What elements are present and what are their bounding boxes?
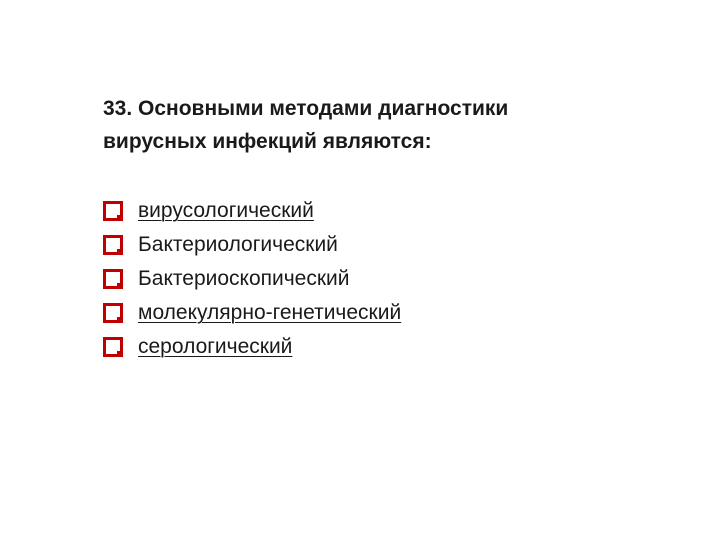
checkbox-square-icon (103, 201, 123, 221)
answer-option-5 (103, 330, 401, 364)
question-text (103, 92, 663, 158)
checkbox-square-icon (103, 235, 123, 255)
checkbox-square-icon (103, 303, 123, 323)
answer-option-3 (103, 262, 401, 296)
checkbox-square-icon (103, 269, 123, 289)
answer-option-label: Бактериоскопический (138, 267, 350, 290)
answer-option-label: молекулярно-генетический (138, 301, 402, 324)
checkbox-square-icon (103, 337, 123, 357)
answer-option-1 (103, 194, 401, 228)
question-line-2: вирусных инфекций являются: (103, 130, 432, 153)
answer-option-label: Бактериологический (138, 233, 338, 256)
answer-option-2 (103, 228, 401, 262)
answer-option-label: вирусологический (138, 199, 314, 222)
answer-option-4 (103, 296, 401, 330)
question-line-1: 33. Основными методами диагностики (103, 97, 509, 120)
answer-options-list (103, 194, 401, 364)
answer-option-label: серологический (138, 335, 293, 358)
